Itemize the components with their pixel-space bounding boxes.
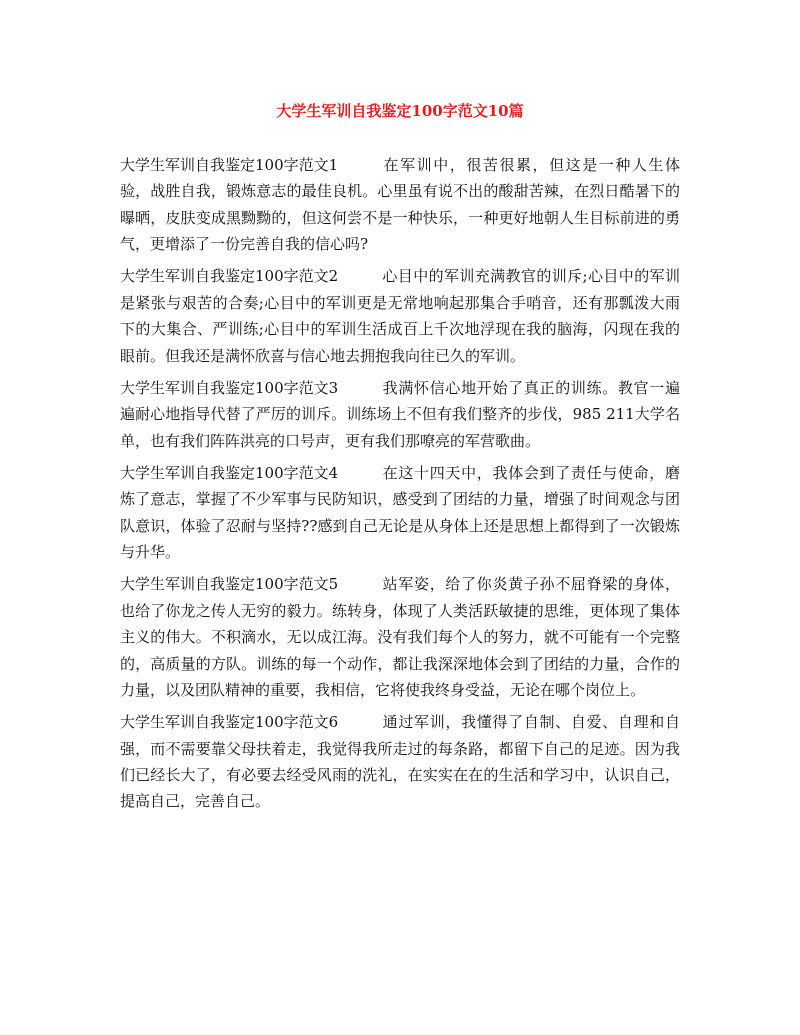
- essay-heading-4: 大学生军训自我鉴定100字范文4: [120, 463, 339, 482]
- essay-paragraph-1: [120, 152, 680, 258]
- essay-text-1: 在军训中，很苦很累，但这是一种人生体验，战胜自我，锻炼意志的最佳良机。心里虽有说不出的酸甜苦辣，在烈日酷暑下的曝晒，皮肤变成黑黝黝的，但这何尝不是一种快乐，一种更好地朝人生目标前进的勇气，更增添了一份完善自我的信心吗?: [120, 156, 680, 254]
- essay-heading-6: 大学生军训自我鉴定100字范文6: [120, 713, 339, 732]
- essay-paragraph-5: [120, 571, 680, 703]
- essay-paragraph-6: [120, 709, 680, 815]
- essay-paragraph-3: [120, 375, 680, 454]
- essay-paragraph-2: [120, 263, 680, 369]
- essay-text-3: 我满怀信心地开始了真正的训练。教官一遍遍耐心地指导代替了严厉的训斥。训练场上不但有我们整齐的步伐，985 211大学名单，也有我们阵阵洪亮的口号声，更有我们那嘹亮的军营歌曲。: [120, 378, 680, 450]
- document-body: [120, 152, 680, 821]
- essay-text-4: 在这十四天中，我体会到了责任与使命，磨炼了意志，掌握了不少军事与民防知识，感受到了团结的力量，增强了时间观念与团队意识，体验了忍耐与坚持??感到自己无论是从身体上还是思想上都得到了一次锻炼与升华。: [120, 463, 680, 562]
- essay-heading-1: 大学生军训自我鉴定100字范文1: [120, 156, 339, 174]
- essay-heading-2: 大学生军训自我鉴定100字范文2: [120, 267, 339, 286]
- essay-text-6: 通过军训，我懂得了自制、自爱、自理和自强，而不需要靠父母扶着走，我觉得我所走过的每条路，都留下自己的足迹。因为我们已经长大了，有必要去经受风雨的洗礼，在实实在在的生活和学习中，认识自己，提高自己，完善自己。: [120, 713, 680, 811]
- essay-heading-5: 大学生军训自我鉴定100字范文5: [120, 575, 339, 594]
- document-title: 大学生军训自我鉴定100字范文10篇: [276, 102, 524, 120]
- essay-paragraph-4: [120, 460, 680, 566]
- essay-text-2: 心目中的军训充满教官的训斥;心目中的军训是紧张与艰苦的合奏;心目中的军训更是无常地响起那集合手哨音，还有那瓢泼大雨下的大集合、严训练;心目中的军训生活成百上千次地浮现在我的脑海，闪现在我的眼前。但我还是满怀欣喜与信心地去拥抱我向往已久的军训。: [120, 267, 680, 365]
- essay-text-5: 站军姿，给了你炎黄子孙不屈脊梁的身体，也给了你龙之传人无穷的毅力。练转身，体现了人类活跃敏捷的思维，更体现了集体主义的伟大。不积滴水，无以成江海。没有我们每个人的努力，就不可能有一个完整的，高质量的方队。训练的每一个动作，都让我深深地体会到了团结的力量，合作的力量，以及团队精神的重要，我相信，它将使我终身受益，无论在哪个岗位上。: [120, 575, 680, 699]
- essay-heading-3: 大学生军训自我鉴定100字范文3: [120, 378, 339, 397]
